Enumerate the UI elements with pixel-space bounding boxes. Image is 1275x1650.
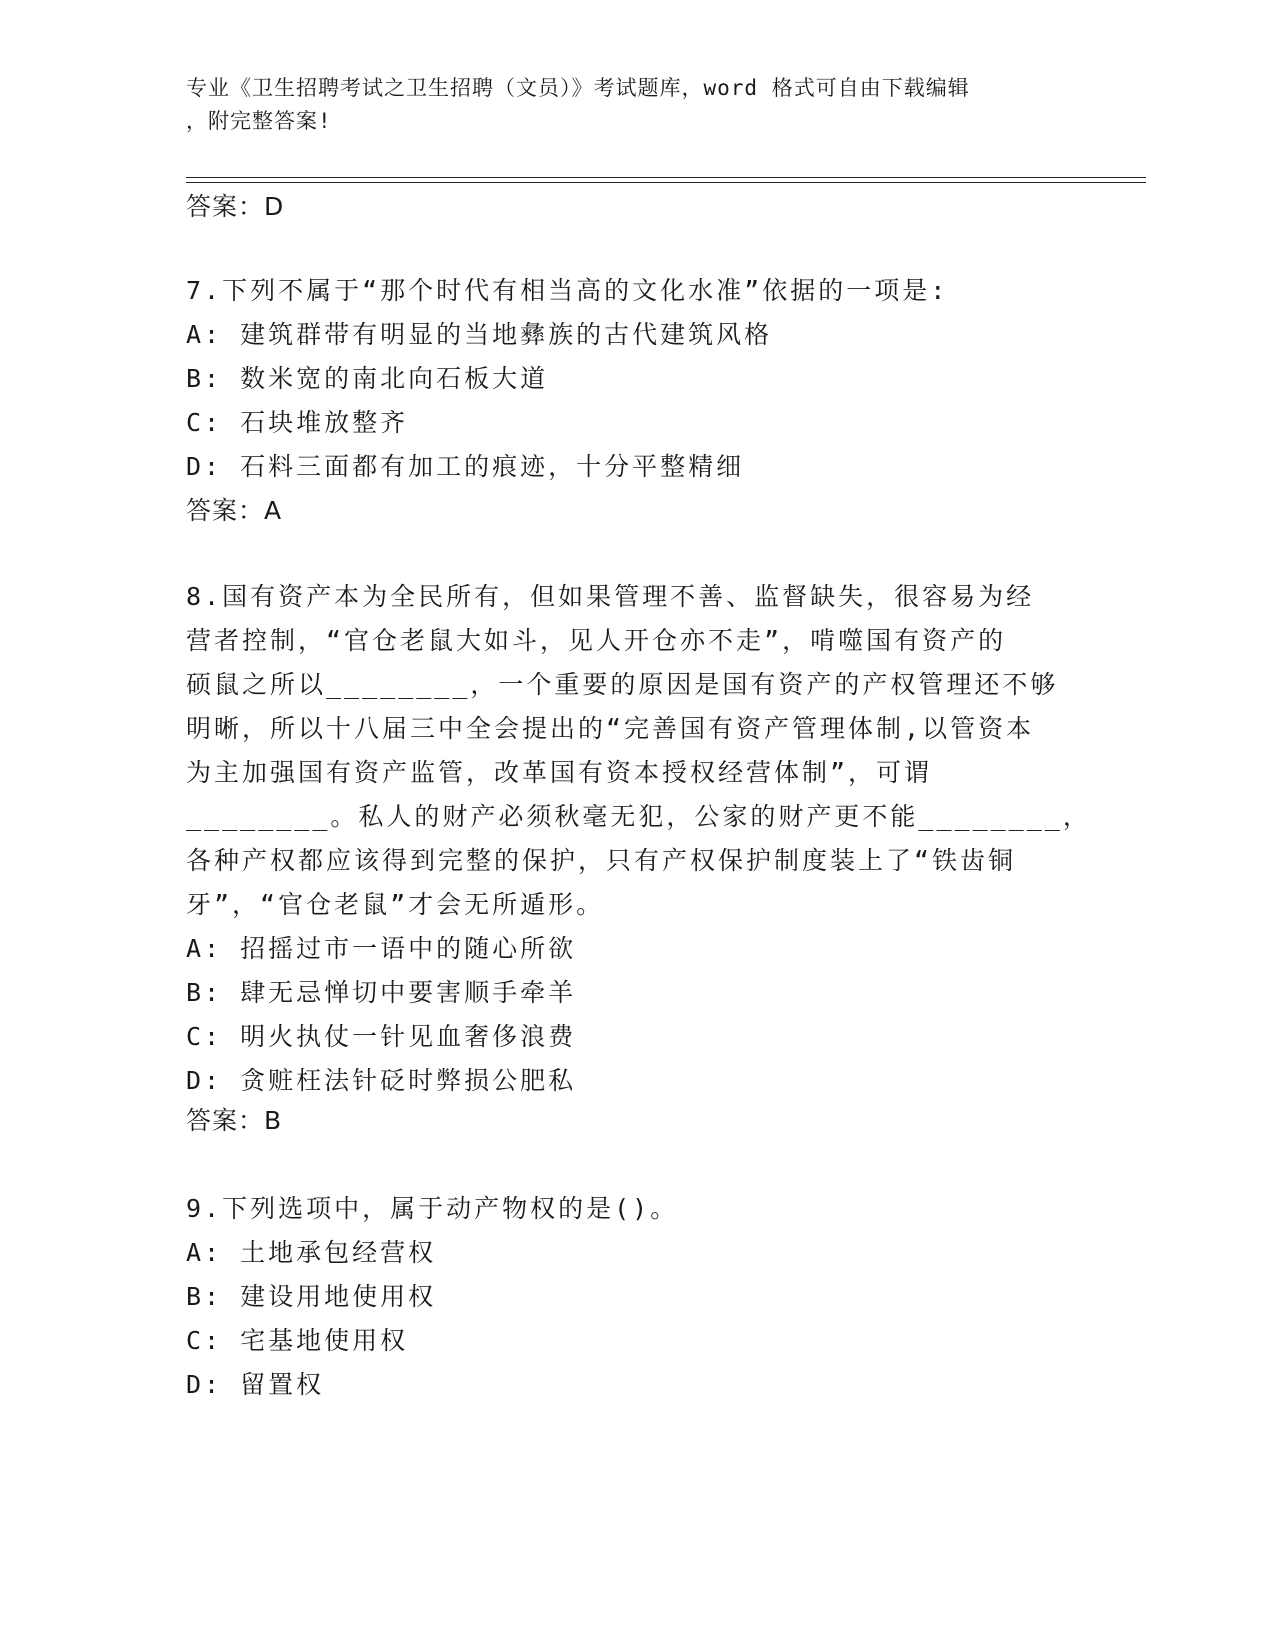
question-8-line-8: 牙”，“官仓老鼠”才会无所遁形。 (186, 890, 605, 919)
question-8-line-1: 8.国有资产本为全民所有，但如果管理不善、监督缺失，很容易为经 (186, 582, 1035, 611)
question-9-text: 9.下列选项中，属于动产物权的是()。 (186, 1194, 679, 1223)
header-line-1: 专业《卫生招聘考试之卫生招聘（文员）》考试题库，word 格式可自由下载编辑 (186, 76, 970, 100)
question-8-line-6: ________。私人的财产必须秋毫无犯，公家的财产更不能________， (186, 802, 1091, 831)
question-8-option-c: C: 明火执仗一针见血奢侈浪费 (186, 1022, 577, 1051)
question-8-line-4: 明晰，所以十八届三中全会提出的“完善国有资产管理体制,以管资本 (186, 714, 1035, 743)
question-7-option-b: B: 数米宽的南北向石板大道 (186, 364, 549, 393)
question-7-text: 7.下列不属于“那个时代有相当高的文化水准”依据的一项是: (186, 276, 949, 305)
question-8-line-2: 营者控制，“官仓老鼠大如斗，见人开仓亦不走”，啃噬国有资产的 (186, 626, 1007, 655)
document-header (186, 72, 1086, 138)
question-9-option-d: D: 留置权 (186, 1370, 325, 1399)
question-9-option-b: B: 建设用地使用权 (186, 1282, 437, 1311)
answer-q6: 答案：D (186, 192, 285, 221)
header-rule-bottom (186, 182, 1146, 183)
header-rule-top (186, 177, 1146, 178)
answer-q8: 答案：B (186, 1106, 283, 1135)
question-7-option-d: D: 石料三面都有加工的痕迹，十分平整精细 (186, 452, 745, 481)
question-8-option-b: B: 肆无忌惮切中要害顺手牵羊 (186, 978, 577, 1007)
question-9-option-a: A: 土地承包经营权 (186, 1238, 437, 1267)
question-8-line-5: 为主加强国有资产监管，改革国有资本授权经营体制”，可谓 (186, 758, 933, 787)
question-8-option-d: D: 贪赃枉法针砭时弊损公肥私 (186, 1066, 577, 1095)
question-7-option-a: A: 建筑群带有明显的当地彝族的古代建筑风格 (186, 320, 773, 349)
answer-q7: 答案：A (186, 496, 283, 525)
question-8-line-3: 硕鼠之所以________，一个重要的原因是国有资产的产权管理还不够 (186, 670, 1059, 699)
question-8-line-7: 各种产权都应该得到完整的保护，只有产权保护制度装上了“铁齿铜 (186, 846, 1017, 875)
question-9-option-c: C: 宅基地使用权 (186, 1326, 409, 1355)
question-7-option-c: C: 石块堆放整齐 (186, 408, 409, 437)
question-8-option-a: A: 招摇过市一语中的随心所欲 (186, 934, 577, 963)
header-line-2: ，附完整答案! (186, 109, 332, 133)
